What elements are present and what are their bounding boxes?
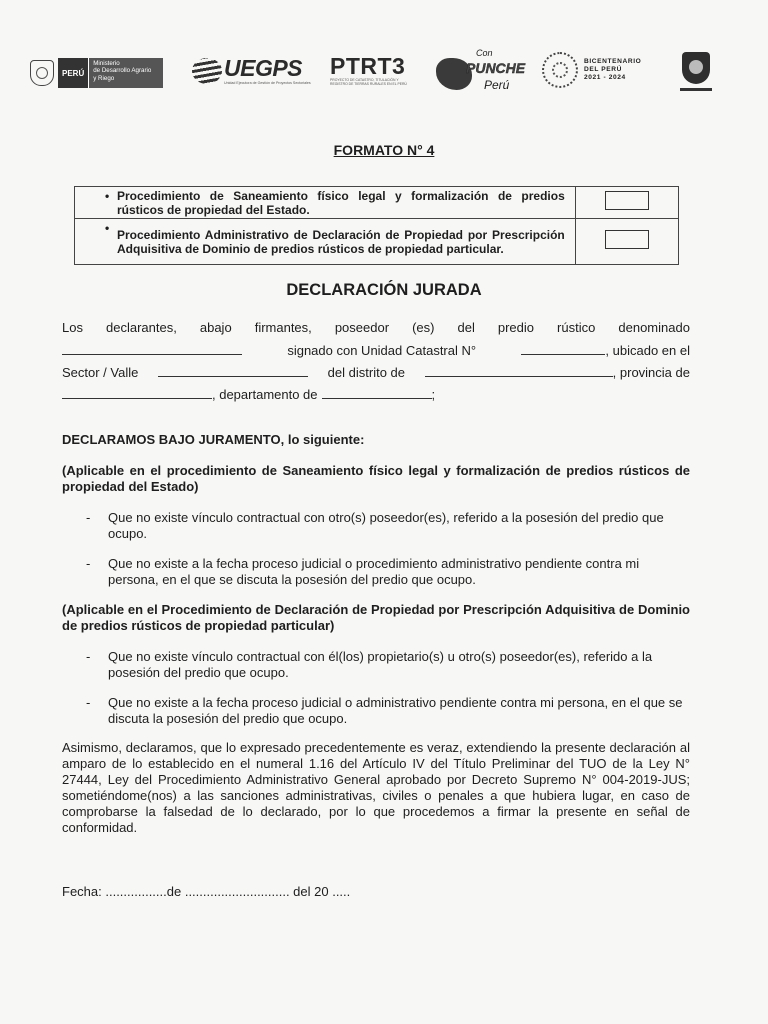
procedure-1-checkbox[interactable] [605, 191, 649, 210]
departamento-field[interactable] [322, 386, 432, 399]
list-item: - Que no existe a la fecha proceso judicial o administrativo pendiente contra mi persona, en el que se discuta la posesión del predio que ocupo. [86, 695, 683, 726]
unidad-catastral-field[interactable] [521, 342, 605, 355]
minag-country: PERÚ [58, 58, 89, 88]
list-item: - Que no existe a la fecha proceso judicial o procedimiento administrativo pendiente contra mi persona, en el que se discuta la posesión del predio que ocupo. [86, 556, 640, 587]
con-punche-peru-logo [436, 48, 526, 100]
procedure-table [74, 186, 679, 265]
asimismo-paragraph: Asimismo, declaramos, que lo expresado precedentemente es veraz, extendiendo la presente declaración al amparo de lo establecido en el numeral 1.16 del Artículo IV del Título Preliminar del TUO de la Ley N° 27444, Ley del Procedimiento Administrativo General aprobado por Decreto Supremo N° 004-2019-JUS; sometiéndome(nos) a las sanciones administrativas, civiles o penales a que hubiera lugar, en caso de comprobarse la falsedad de lo declarado, por lo que procedemos a firmar la presente en señal de conformidad. [62, 740, 690, 835]
bicentenario-sun-icon [542, 52, 578, 88]
uegps-globe-icon [192, 58, 222, 84]
procedure-1-text: Procedimiento de Saneamiento físico legal y formalización de predios rústicos de propiedad del Estado. [117, 188, 565, 217]
bicentenario-text: BICENTENARIO DEL PERÚ 2021 - 2024 [584, 58, 642, 81]
bullet: • [105, 221, 110, 235]
punche-peru: Perú [484, 78, 510, 92]
intro-line-1: Los declarantes, abajo firmantes, poseedor (es) del predio rústico denominado [62, 320, 690, 335]
predio-name-field[interactable] [62, 342, 242, 355]
provincia-field[interactable] [62, 386, 212, 399]
intro-line-4: , departamento de ; [62, 386, 690, 402]
list-item: - Que no existe vínculo contractual con otro(s) poseedor(es), referido a la posesión del predio que ocupo. [86, 510, 664, 541]
punche-con: Con [476, 48, 493, 58]
header-logos [30, 44, 740, 104]
ptrt3-text: PTRT3 [330, 53, 406, 79]
declaramos-line: DECLARAMOS BAJO JURAMENTO, lo siguiente: [62, 432, 365, 447]
ptrt3-logo [330, 54, 410, 86]
regional-government-emblem-icon [680, 46, 712, 94]
table-row [75, 187, 679, 219]
fecha-line: Fecha: .................de ............................. del 20 ..... [62, 884, 351, 899]
uegps-text: UEGPS [224, 55, 303, 81]
punche-text: PUNCHE [466, 60, 526, 76]
section-1-heading: (Aplicable en el procedimiento de Saneamiento físico legal y formalización de predios rústicos de propiedad del Estado) [62, 463, 690, 494]
minag-logo [58, 58, 163, 88]
bullet: • [105, 189, 110, 203]
uegps-subtitle: Unidad Ejecutora de Gestión de Proyectos Sectoriales [224, 81, 311, 85]
sector-valle-field[interactable] [158, 364, 308, 377]
bicentenario-logo [542, 52, 641, 88]
procedure-2-checkbox[interactable] [605, 230, 649, 249]
declaration-title: DECLARACIÓN JURADA [286, 281, 482, 299]
table-row [75, 219, 679, 265]
intro-line-2: signado con Unidad Catastral N° , ubicado en el [62, 342, 690, 358]
ptrt3-subtitle: PROYECTO DE CATASTRO, TITULACIÓN Y REGISTRO DE TIERRAS RURALES EN EL PERÚ [330, 78, 407, 86]
minag-name: Ministerio de Desarrollo Agrario y Riego [89, 58, 163, 88]
distrito-field[interactable] [425, 364, 613, 377]
section-2-heading: (Aplicable en el Procedimiento de Declaración de Propiedad por Prescripción Adquisitiva de Dominio de predios rústicos de propiedad particular) [62, 602, 690, 633]
uegps-logo [192, 56, 311, 85]
intro-line-3: Sector / Valle del distrito de , provincia de [62, 365, 690, 380]
peru-coat-of-arms-icon [30, 60, 54, 86]
form-title: FORMATO N° 4 [333, 142, 435, 158]
list-item: - Que no existe vínculo contractual con él(los) propietario(s) u otro(s) poseedor(es), referido a la posesión del predio que ocupo. [86, 649, 653, 680]
procedure-2-text: Procedimiento Administrativo de Declaración de Propiedad por Prescripción Adquisitiva de Dominio de predios rústicos de propiedad particular. [117, 227, 565, 256]
